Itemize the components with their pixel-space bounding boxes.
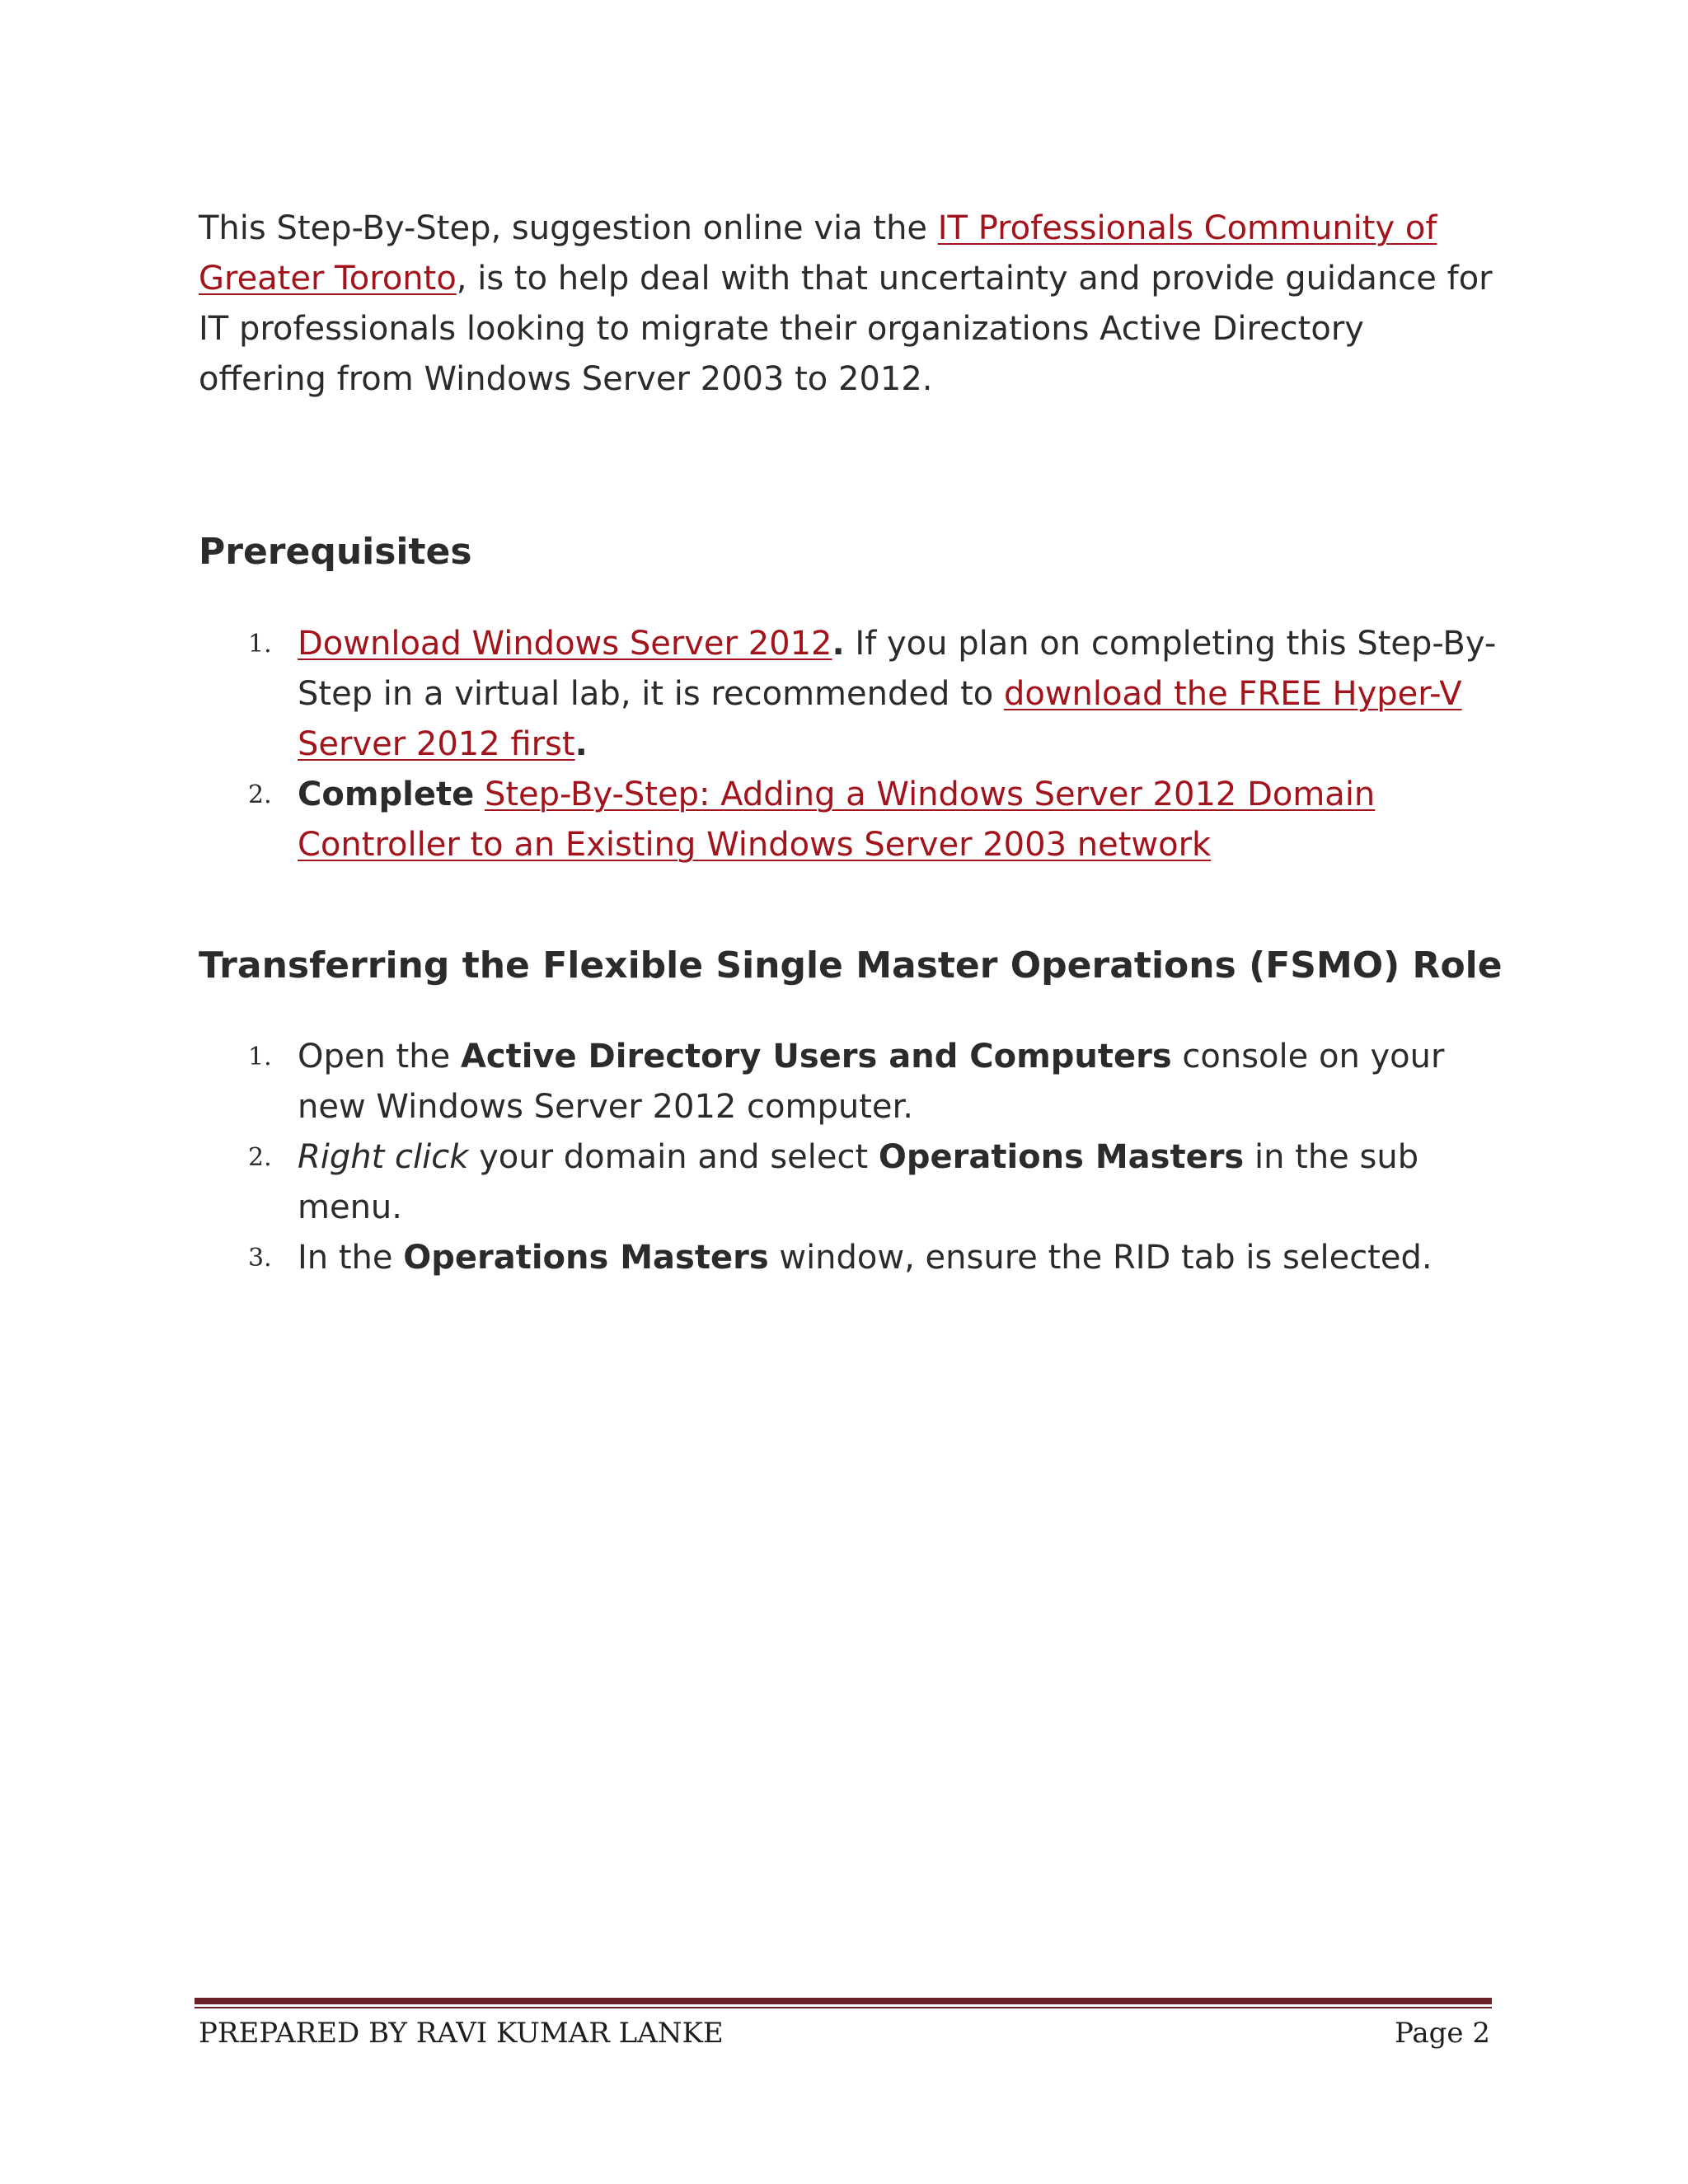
- list-item: [199, 1032, 1501, 1132]
- download-windows-server-link[interactable]: Download Windows Server 2012: [298, 625, 832, 663]
- list-item-text: window, ensure the RID tab is selected.: [768, 1239, 1432, 1277]
- list-item: [199, 1233, 1501, 1283]
- it-pro-community-link[interactable]: IT Professionals Community of Greater Toronto: [199, 209, 1437, 298]
- footer-divider: [195, 1998, 1492, 2004]
- footer-divider-thin: [195, 2007, 1492, 2008]
- list-item-number: 2.: [248, 1143, 272, 1172]
- bold-period: .: [832, 625, 845, 663]
- list-item-text: your domain and select: [468, 1138, 879, 1176]
- intro-text-start: This Step-By-Step, suggestion online via the: [199, 209, 938, 247]
- intro-paragraph: [199, 204, 1501, 405]
- list-item-text: console on your new Windows Server 2012 computer.: [298, 1038, 1445, 1126]
- bold-period: .: [574, 725, 588, 763]
- list-item-number: 1.: [248, 630, 272, 658]
- fsmo-steps-list: [199, 1032, 1501, 1283]
- prerequisites-list: [199, 619, 1501, 870]
- list-item: [199, 1132, 1501, 1233]
- list-item-text: In the: [298, 1239, 404, 1277]
- complete-label: Complete: [298, 776, 475, 813]
- fsmo-heading: Transferring the Flexible Single Master Operations (FSMO) Role: [199, 944, 1503, 987]
- bold-term: Active Directory Users and Computers: [460, 1038, 1172, 1076]
- download-hyper-v-link[interactable]: download the FREE Hyper-V Server 2012 first: [298, 675, 1462, 763]
- list-item-text: Open the: [298, 1038, 461, 1076]
- bold-term: Operations Masters: [403, 1239, 769, 1277]
- footer-author: PREPARED BY RAVI KUMAR LANKE: [199, 2017, 724, 2050]
- list-item-number: 2.: [248, 780, 272, 809]
- bold-term: Operations Masters: [878, 1138, 1245, 1176]
- list-item-text: If you plan on completing this Step-By-Step in a virtual lab, it is recommended to: [298, 625, 1497, 713]
- italic-term: Right click: [298, 1138, 469, 1176]
- prerequisites-heading: Prerequisites: [199, 531, 472, 573]
- adding-domain-controller-link[interactable]: Step-By-Step: Adding a Windows Server 2012 Domain Controller to an Existing Windows Server 2003 network: [298, 776, 1376, 864]
- list-item: [199, 619, 1501, 770]
- list-item: [199, 770, 1501, 870]
- space: [474, 776, 485, 813]
- page-number: Page 2: [1395, 2017, 1490, 2050]
- list-item-number: 3.: [248, 1244, 272, 1272]
- list-item-text: in the sub menu.: [298, 1138, 1419, 1226]
- intro-text-end: , is to help deal with that uncertainty and provide guidance for IT professionals looking to migrate their organizations Active Directory offering from Windows Server 2003 to 2012.: [199, 260, 1493, 398]
- list-item-number: 1.: [248, 1043, 272, 1071]
